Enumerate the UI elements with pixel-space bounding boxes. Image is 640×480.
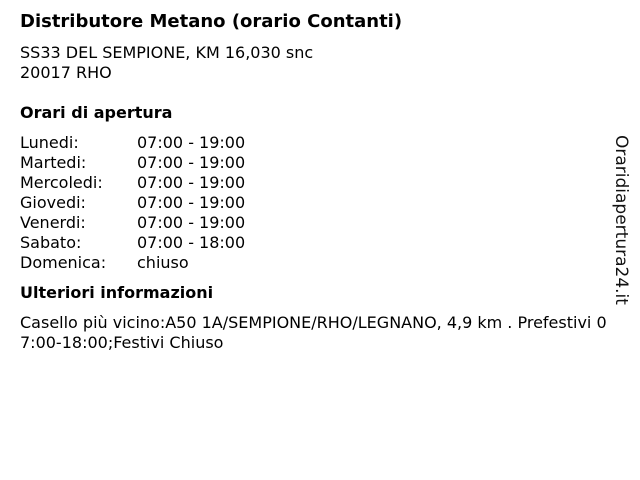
hours-row-saturday bbox=[20, 233, 620, 253]
day-label: Domenica: bbox=[20, 253, 107, 272]
day-label: Venerdi: bbox=[20, 213, 86, 232]
additional-info-heading: Ulteriori informazioni bbox=[20, 283, 214, 302]
day-hours: chiuso bbox=[137, 253, 189, 272]
day-label: Lunedi: bbox=[20, 133, 79, 152]
day-label: Martedi: bbox=[20, 153, 87, 172]
address bbox=[20, 43, 620, 83]
hours-row-friday bbox=[20, 213, 620, 233]
page-title: Distributore Metano (orario Contanti) bbox=[20, 11, 403, 32]
additional-info-text: Casello più vicino:A50 1A/SEMPIONE/RHO/LEGNANO, 4,9 km . Prefestivi 07:00-18:00;Festivi Chiuso bbox=[20, 313, 607, 352]
address-street: SS33 DEL SEMPIONE, KM 16,030 snc bbox=[20, 43, 314, 62]
hours-row-sunday bbox=[20, 253, 620, 273]
site-watermark: Oraridiapertura24.it bbox=[611, 135, 631, 305]
day-label: Mercoledi: bbox=[20, 173, 103, 192]
day-label: Sabato: bbox=[20, 233, 82, 252]
hours-row-monday bbox=[20, 133, 620, 153]
opening-hours-list bbox=[20, 133, 620, 273]
day-hours: 07:00 - 19:00 bbox=[137, 213, 246, 232]
day-hours: 07:00 - 18:00 bbox=[137, 233, 246, 252]
day-hours: 07:00 - 19:00 bbox=[137, 193, 246, 212]
day-hours: 07:00 - 19:00 bbox=[137, 173, 246, 192]
opening-hours-heading: Orari di apertura bbox=[20, 103, 173, 122]
day-hours: 07:00 - 19:00 bbox=[137, 153, 246, 172]
day-hours: 07:00 - 19:00 bbox=[137, 133, 246, 152]
hours-row-tuesday bbox=[20, 153, 620, 173]
address-city: 20017 RHO bbox=[20, 63, 112, 82]
hours-row-thursday bbox=[20, 193, 620, 213]
hours-row-wednesday bbox=[20, 173, 620, 193]
day-label: Giovedi: bbox=[20, 193, 86, 212]
store-details bbox=[20, 10, 620, 353]
